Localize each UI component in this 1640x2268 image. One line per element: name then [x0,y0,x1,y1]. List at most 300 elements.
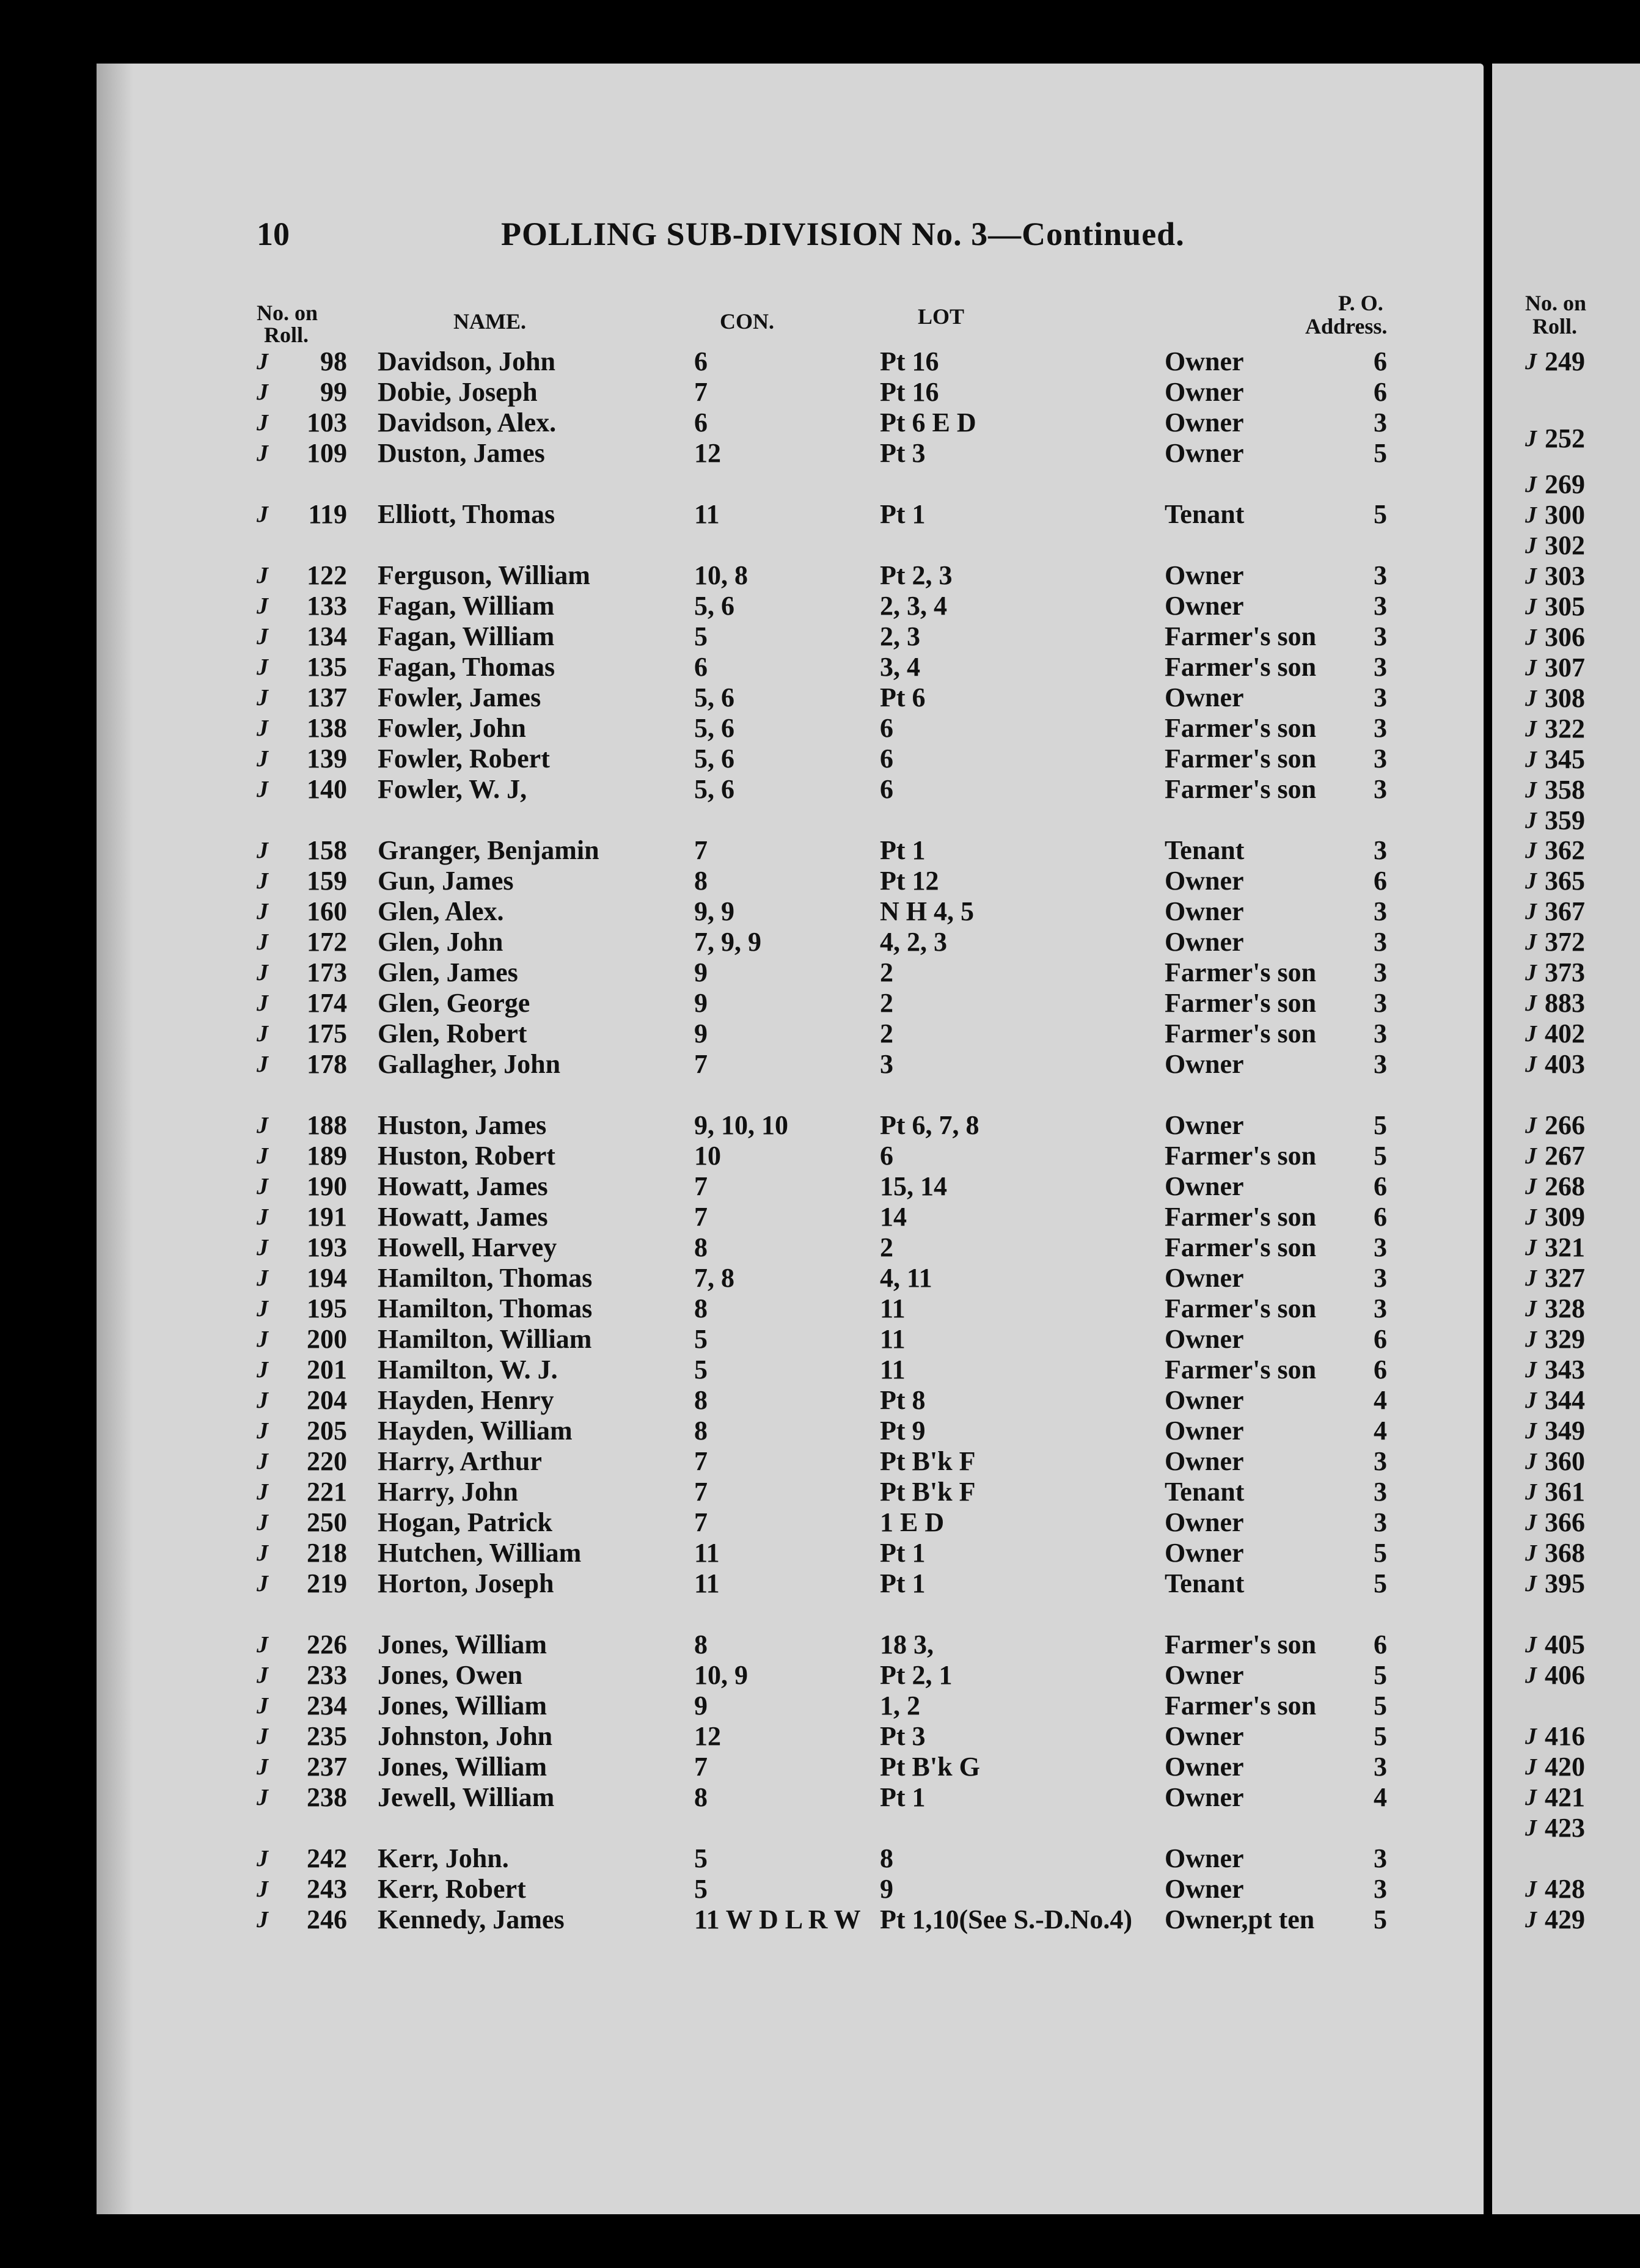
roll-number: 139 [307,744,347,774]
roll-mark: J [257,1571,268,1597]
roll-number: 237 [307,1752,347,1782]
roll-number: 267 [1545,1141,1585,1171]
voter-name: Hogan, Patrick [378,1507,552,1537]
roll-mark: J [1525,1174,1537,1199]
roll-number: 423 [1545,1813,1585,1843]
concession: 9 [694,1691,708,1721]
roll-number: 242 [307,1843,347,1873]
roll-number: 372 [1545,927,1585,957]
concession: 7 [694,1477,708,1507]
right-table-row [0,1721,1640,1752]
roll-number: 360 [1545,1446,1585,1476]
po-address: 3 [1374,957,1387,987]
roll-number: 134 [307,621,347,651]
right-table-row [0,744,1640,775]
voter-status: Owner [1165,1538,1244,1568]
roll-number: 367 [1545,896,1585,926]
right-table-row [0,346,1640,377]
lot-number: 2 [880,1019,893,1048]
voter-status: Owner [1165,1721,1244,1751]
roll-mark: J [257,349,268,375]
voter-name: Huston, James [378,1110,547,1140]
voter-name: Hamilton, Thomas [378,1293,593,1323]
roll-mark: J [1525,1388,1537,1413]
right-table-row [0,957,1640,988]
roll-mark: J [257,1693,268,1719]
lot-number: Pt 1 [880,1538,926,1568]
concession: 6 [694,408,708,437]
roll-number: 138 [307,713,347,743]
roll-number: 402 [1545,1019,1585,1048]
roll-mark: J [257,1632,268,1658]
lot-number: 2 [880,988,893,1018]
voter-status: Farmer's son [1165,774,1317,804]
voter-name: Kerr, Robert [378,1874,526,1904]
roll-mark: J [257,1388,268,1413]
po-address: 3 [1374,621,1387,651]
roll-mark: J [1525,1479,1537,1505]
concession: 10, 9 [694,1660,748,1690]
lot-number: 3, 4 [880,652,920,682]
roll-number: 252 [1545,423,1585,453]
roll-mark: J [1525,1357,1537,1383]
po-address: 3 [1374,774,1387,804]
voter-status: Tenant [1165,835,1245,865]
voter-name: Fagan, William [378,621,555,651]
po-address: 6 [1374,1171,1387,1201]
roll-mark: J [1525,1326,1537,1352]
po-address: 4 [1374,1385,1387,1415]
roll-mark: J [1525,1663,1537,1688]
po-address: 3 [1374,744,1387,774]
roll-number: 327 [1545,1263,1585,1293]
concession: 10 [694,1141,721,1171]
concession: 8 [694,1232,708,1262]
roll-number: 420 [1545,1752,1585,1782]
concession: 8 [694,866,708,896]
right-table-row [0,1538,1640,1568]
voter-status: Farmer's son [1165,1355,1317,1385]
roll-number: 172 [307,927,347,957]
lot-number: 6 [880,744,893,774]
po-address: 5 [1374,1721,1387,1751]
roll-mark: J [1525,349,1537,375]
voter-name: Kennedy, James [378,1904,565,1934]
roll-number: 405 [1545,1630,1585,1659]
roll-number: 305 [1545,591,1585,621]
po-address: 6 [1374,1630,1387,1659]
roll-mark: J [1525,990,1537,1016]
roll-mark: J [257,899,268,924]
concession: 5, 6 [694,682,734,712]
voter-status: Owner [1165,896,1244,926]
right-col-header-no-on-roll: No. on [1525,291,1587,315]
lot-number: Pt 9 [880,1416,926,1446]
voter-name: Jones, William [378,1630,547,1659]
voter-name: Gallagher, John [378,1049,561,1079]
roll-mark: J [257,1907,268,1933]
roll-mark: J [1525,594,1537,620]
roll-number: 268 [1545,1171,1585,1201]
right-table-row [0,1630,1640,1660]
right-table-row [0,714,1640,744]
table-row [0,377,1640,408]
po-address: 3 [1374,1049,1387,1079]
roll-mark: J [1525,1052,1537,1077]
concession: 5 [694,1355,708,1385]
voter-name: Granger, Benjamin [378,835,599,865]
lot-number: 9 [880,1874,893,1904]
roll-mark: J [257,1540,268,1566]
roll-number: 416 [1545,1721,1585,1751]
roll-number: 122 [307,560,347,590]
concession: 7 [694,377,708,407]
voter-name: Fagan, Thomas [378,652,555,682]
lot-number: Pt 12 [880,866,939,896]
right-table-row [0,1782,1640,1813]
concession: 12 [694,1721,721,1751]
roll-mark: J [1525,1235,1537,1260]
voter-status: Owner [1165,927,1244,957]
roll-mark: J [257,1663,268,1688]
concession: 9 [694,1019,708,1048]
po-address: 5 [1374,1110,1387,1140]
roll-mark: J [257,960,268,986]
lot-number: 6 [880,774,893,804]
roll-mark: J [1525,1418,1537,1444]
right-table-row [0,1110,1640,1141]
concession: 7, 8 [694,1263,734,1293]
roll-number: 238 [307,1782,347,1812]
roll-number: 243 [307,1874,347,1904]
lot-number: 1, 2 [880,1691,920,1721]
roll-number: 188 [307,1110,347,1140]
roll-mark: J [257,563,268,588]
concession: 8 [694,1416,708,1446]
voter-status: Owner [1165,560,1244,590]
po-address: 6 [1374,866,1387,896]
concession: 7 [694,1049,708,1079]
concession: 5 [694,1843,708,1873]
lot-number: 6 [880,1141,893,1171]
roll-number: 160 [307,896,347,926]
roll-number: 193 [307,1232,347,1262]
roll-number: 361 [1545,1477,1585,1507]
right-table-row [0,988,1640,1019]
roll-number: 246 [307,1904,347,1934]
lot-number: Pt 6 E D [880,408,976,437]
roll-mark: J [1525,1724,1537,1749]
voter-name: Kerr, John. [378,1843,509,1873]
roll-number: 200 [307,1324,347,1354]
roll-mark: J [1525,1265,1537,1291]
roll-number: 309 [1545,1202,1585,1232]
po-address: 5 [1374,438,1387,468]
roll-mark: J [1525,686,1537,711]
po-address: 5 [1374,1904,1387,1934]
voter-status: Owner [1165,1660,1244,1690]
concession: 7 [694,1752,708,1782]
right-table-row [0,530,1640,561]
voter-name: Fowler, John [378,713,526,743]
voter-status: Tenant [1165,1568,1245,1598]
roll-mark: J [257,1876,268,1902]
roll-number: 234 [307,1691,347,1721]
lot-number: 15, 14 [880,1171,947,1201]
roll-number: 250 [307,1507,347,1537]
voter-status: Farmer's son [1165,713,1317,743]
roll-number: 103 [307,408,347,437]
po-address: 5 [1374,1660,1387,1690]
roll-mark: J [257,1235,268,1260]
voter-name: Glen, James [378,957,518,987]
lot-number: Pt 1 [880,499,926,529]
roll-number: 266 [1545,1110,1585,1140]
voter-name: Johnston, John [378,1721,553,1751]
concession: 7, 9, 9 [694,927,761,957]
roll-number: 175 [307,1019,347,1048]
right-table-row [0,1293,1640,1324]
right-table-row [0,1507,1640,1538]
roll-mark: J [1525,624,1537,650]
po-address: 3 [1374,408,1387,437]
concession: 9, 10, 10 [694,1110,788,1140]
roll-number: 395 [1545,1568,1585,1598]
right-table-row [0,866,1640,896]
roll-number: 343 [1545,1355,1585,1385]
roll-number: 135 [307,652,347,682]
roll-number: 221 [307,1477,347,1507]
lot-number: Pt B'k F [880,1446,976,1476]
po-address: 3 [1374,713,1387,743]
roll-mark: J [257,654,268,680]
po-address: 3 [1374,988,1387,1018]
roll-number: 303 [1545,561,1585,591]
roll-mark: J [257,1357,268,1383]
roll-mark: J [257,1479,268,1505]
voter-name: Elliott, Thomas [378,499,555,529]
voter-name: Jones, William [378,1752,547,1782]
voter-name: Fowler, Robert [378,744,550,774]
roll-number: 406 [1545,1660,1585,1690]
roll-mark: J [257,990,268,1016]
roll-mark: J [1525,1785,1537,1810]
roll-mark: J [1525,1204,1537,1230]
po-address: 5 [1374,1141,1387,1171]
roll-mark: J [1525,1113,1537,1138]
roll-number: 328 [1545,1293,1585,1323]
po-address: 3 [1374,1477,1387,1507]
concession: 8 [694,1385,708,1415]
roll-mark: J [1525,1143,1537,1169]
po-address: 3 [1374,1874,1387,1904]
right-table-row [0,1874,1640,1904]
lot-number: Pt B'k G [880,1752,980,1782]
roll-number: 191 [307,1202,347,1232]
right-table-row [0,591,1640,622]
voter-name: Jewell, William [378,1782,555,1812]
lot-number: Pt 1 [880,1782,926,1812]
concession: 5, 6 [694,591,734,621]
voter-status: Owner [1165,408,1244,437]
lot-number: Pt 8 [880,1385,926,1415]
right-table-row [0,500,1640,530]
roll-mark: J [1525,1876,1537,1902]
lot-number: N H 4, 5 [880,896,974,926]
right-table-row [0,896,1640,927]
roll-number: 368 [1545,1538,1585,1568]
voter-name: Harry, John [378,1477,518,1507]
roll-mark: J [1525,929,1537,955]
col-header-po: P. O. [1338,291,1383,315]
voter-status: Farmer's son [1165,621,1317,651]
voter-status: Tenant [1165,1477,1245,1507]
roll-number: 373 [1545,957,1585,987]
concession: 5 [694,1324,708,1354]
right-table-row [0,683,1640,714]
right-table-row [0,1232,1640,1263]
voter-status: Owner [1165,346,1244,376]
voter-status: Farmer's son [1165,1202,1317,1232]
voter-name: Gun, James [378,866,514,896]
right-table-row [0,927,1640,957]
roll-mark: J [257,593,268,619]
roll-mark: J [1525,655,1537,681]
concession: 7 [694,1507,708,1537]
concession: 7 [694,1202,708,1232]
roll-mark: J [1525,777,1537,803]
right-table-row [0,1019,1640,1049]
lot-number: 6 [880,713,893,743]
right-table-row [0,1904,1640,1935]
po-address: 3 [1374,1263,1387,1293]
roll-number: 218 [307,1538,347,1568]
roll-mark: J [1525,502,1537,528]
roll-number: 362 [1545,835,1585,865]
roll-mark: J [1525,899,1537,924]
po-address: 6 [1374,377,1387,407]
col-header-con: CON. [720,309,774,334]
po-address: 3 [1374,1752,1387,1782]
voter-name: Glen, George [378,988,530,1018]
col-header-no-on-roll: No. on [257,301,318,325]
roll-mark: J [257,1296,268,1322]
lot-number: 2, 3 [880,621,920,651]
voter-name: Howatt, James [378,1202,548,1232]
po-address: 3 [1374,1507,1387,1537]
voter-name: Howatt, James [378,1171,548,1201]
voter-name: Harry, Arthur [378,1446,542,1476]
po-address: 6 [1374,1355,1387,1385]
col-header-name: NAME. [453,309,526,334]
voter-status: Farmer's son [1165,744,1317,774]
lot-number: 2 [880,1232,893,1262]
roll-number: 109 [307,438,347,468]
lot-number: Pt 1,10(See S.-D.No.4) [880,1904,1133,1934]
col-header-address: Address. [1305,314,1388,338]
page-number: 10 [257,216,290,252]
roll-mark: J [257,838,268,863]
roll-number: 428 [1545,1874,1585,1904]
voter-name: Howell, Harvey [378,1232,557,1262]
roll-mark: J [1525,747,1537,772]
concession: 8 [694,1293,708,1323]
voter-status: Owner [1165,1110,1244,1140]
right-table-row [0,622,1640,653]
roll-mark: J [257,1785,268,1810]
roll-mark: J [257,1052,268,1077]
roll-mark: J [1525,716,1537,742]
roll-number: 205 [307,1416,347,1446]
right-table-row [0,1660,1640,1691]
po-address: 3 [1374,560,1387,590]
voter-status: Owner [1165,438,1244,468]
voter-status: Farmer's son [1165,1141,1317,1171]
roll-mark: J [257,410,268,436]
roll-mark: J [257,868,268,894]
voter-status: Owner [1165,1446,1244,1476]
roll-number: 99 [320,377,347,407]
concession: 7 [694,1171,708,1201]
roll-mark: J [1525,1632,1537,1658]
po-address: 3 [1374,927,1387,957]
voter-status: Owner [1165,682,1244,712]
roll-mark: J [1525,1571,1537,1597]
concession: 9, 9 [694,896,734,926]
lot-number: 11 [880,1355,906,1385]
right-table-row [0,423,1640,454]
concession: 7 [694,835,708,865]
roll-number: 194 [307,1263,347,1293]
roll-mark: J [1525,808,1537,833]
concession: 6 [694,652,708,682]
roll-number: 359 [1545,805,1585,835]
voter-name: Davidson, Alex. [378,408,557,437]
po-address: 3 [1374,1843,1387,1873]
concession: 11 [694,1568,720,1598]
lot-number: Pt B'k F [880,1477,976,1507]
concession: 5, 6 [694,744,734,774]
roll-number: 140 [307,774,347,804]
roll-number: 345 [1545,744,1585,774]
voter-status: Farmer's son [1165,1019,1317,1048]
lot-number: 3 [880,1049,893,1079]
voter-name: Hayden, Henry [378,1385,554,1415]
roll-number: 344 [1545,1385,1585,1415]
lot-number: 18 3, [880,1630,934,1659]
roll-number: 302 [1545,530,1585,560]
voter-status: Owner [1165,1049,1244,1079]
voter-status: Farmer's son [1165,1630,1317,1659]
right-table-row [0,1355,1640,1385]
roll-mark: J [257,624,268,649]
voter-status: Owner [1165,1385,1244,1415]
voter-name: Hamilton, W. J. [378,1355,558,1385]
po-address: 5 [1374,1691,1387,1721]
voter-status: Farmer's son [1165,652,1317,682]
roll-mark: J [1525,426,1537,452]
roll-number: 204 [307,1385,347,1415]
roll-mark: J [257,502,268,527]
voter-name: Hamilton, William [378,1324,592,1354]
roll-mark: J [257,715,268,741]
roll-number: 249 [1545,346,1585,376]
voter-name: Hutchen, William [378,1538,582,1568]
right-table-row [0,653,1640,683]
roll-mark: J [1525,1021,1537,1047]
col-header-roll: Roll. [264,323,309,347]
voter-name: Jones, William [378,1691,547,1721]
